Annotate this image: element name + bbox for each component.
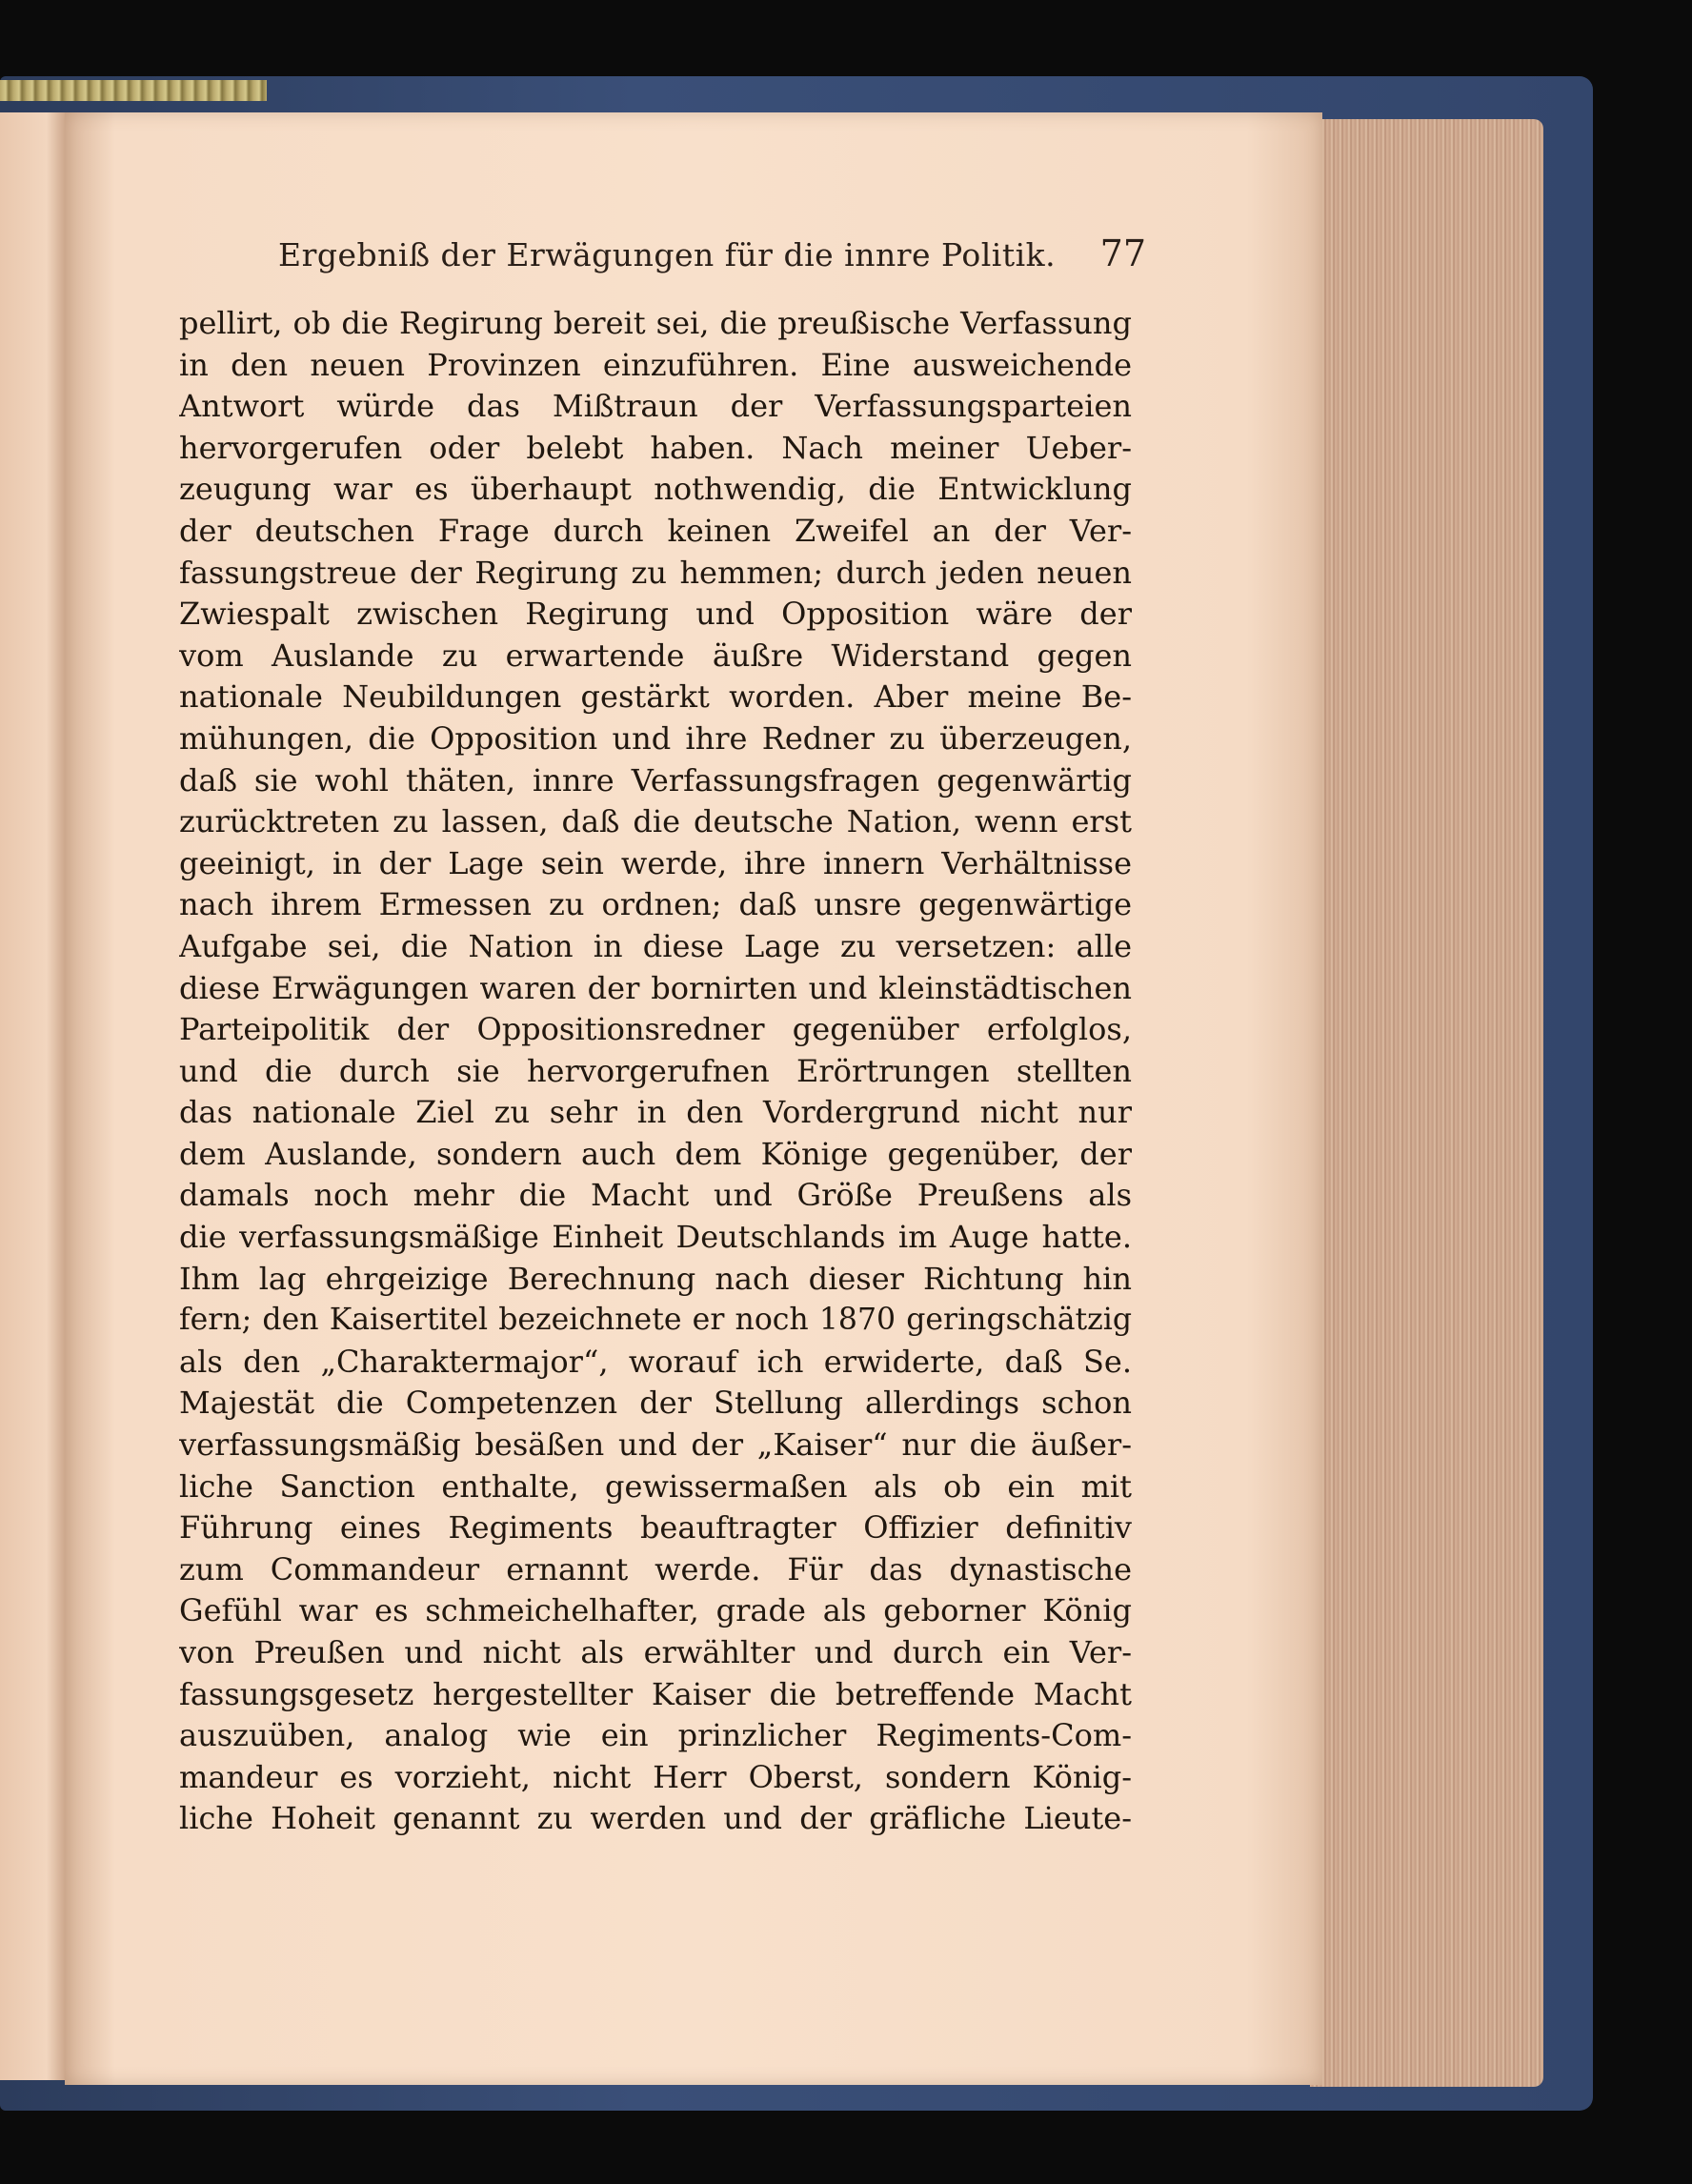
text-line: hervorgerufen oder belebt haben. Nach meiner Ueber- (179, 429, 1132, 466)
text-line: dem Auslande, sondern auch dem Könige gegenüber, der (179, 1135, 1132, 1172)
text-line: fassungstreue der Regirung zu hemmen; durch jeden neuen (179, 554, 1132, 591)
text-line: Antwort würde das Mißtraun der Verfassungsparteien (179, 388, 1132, 425)
page-number: 77 (1099, 233, 1146, 274)
gilt-edge (0, 80, 267, 101)
text-line: Parteipolitik der Oppositionsredner gegenüber erfolglos, (179, 1011, 1132, 1048)
page-stack-edge (1310, 119, 1543, 2087)
text-line: der deutschen Frage durch keinen Zweifel an der Ver- (179, 512, 1132, 549)
text-line: Gefühl war es schmeichelhafter, grade als geborner König (179, 1592, 1132, 1629)
text-line: damals noch mehr die Macht und Größe Preußens als (179, 1177, 1132, 1214)
facing-page-edge (0, 112, 67, 2080)
text-line: liche Hoheit genannt zu werden und der gräfliche Lieute- (179, 1800, 1132, 1837)
text-line: nach ihrem Ermessen zu ordnen; daß unsre gegenwärtige (179, 886, 1132, 923)
text-line: nationale Neubildungen gestärkt worden. Aber meine Be- (179, 678, 1132, 716)
text-line: zurücktreten zu lassen, daß die deutsche Nation, wenn erst (179, 803, 1132, 840)
text-line: daß sie wohl thäten, innre Verfassungsfragen gegenwärtig (179, 761, 1132, 799)
text-line: fassungsgesetz hergestellter Kaiser die betreffende Macht (179, 1675, 1132, 1712)
text-line: die verfassungsmäßige Einheit Deutschlands im Auge hatte. (179, 1219, 1132, 1256)
text-line: diese Erwägungen waren der bornirten und kleinstädtischen (179, 969, 1132, 1006)
text-line: Aufgabe sei, die Nation in diese Lage zu versetzen: alle (179, 927, 1132, 964)
running-header: Ergebniß der Erwägungen für die innre Politik. (278, 236, 1057, 273)
text-line: Majestät die Competenzen der Stellung allerdings schon (179, 1385, 1132, 1422)
text-line: mühungen, die Opposition und ihre Redner zu überzeugen, (179, 719, 1132, 757)
text-line: das nationale Ziel zu sehr in den Vordergrund nicht nur (179, 1094, 1132, 1131)
text-line: vom Auslande zu erwartende äußre Widerstand gegen (179, 637, 1132, 674)
text-line: geeinigt, in der Lage sein werde, ihre innern Verhältnisse (179, 844, 1132, 881)
text-line: pellirt, ob die Regirung bereit sei, die preußische Verfassung (179, 305, 1132, 341)
text-line: und die durch sie hervorgerufnen Erörtrungen stellten (179, 1052, 1132, 1089)
text-line: zum Commandeur ernannt werde. Für das dynastische (179, 1550, 1132, 1587)
body-text (179, 303, 1132, 1894)
text-line: als den „Charaktermajor“, worauf ich erwiderte, daß Se. (179, 1343, 1132, 1380)
text-line: mandeur es vorzieht, nicht Herr Oberst, sondern König- (179, 1758, 1132, 1795)
text-line: zeugung war es überhaupt nothwendig, die Entwicklung (179, 471, 1132, 508)
text-line: in den neuen Provinzen einzuführen. Eine ausweichende (179, 346, 1132, 383)
text-line: Führung eines Regiments beauftragter Offizier definitiv (179, 1509, 1132, 1547)
text-line: Ihm lag ehrgeizige Berechnung nach dieser Richtung hin (179, 1260, 1132, 1297)
text-line: von Preußen und nicht als erwählter und durch ein Ver- (179, 1634, 1132, 1670)
text-line: liche Sanction enthalte, gewissermaßen als ob ein mit (179, 1467, 1132, 1505)
text-line: auszuüben, analog wie ein prinzlicher Regiments-Com- (179, 1717, 1132, 1754)
text-line: verfassungsmäßig besäßen und der „Kaiser“ nur die äußer- (179, 1426, 1132, 1464)
text-line: fern; den Kaisertitel bezeichnete er noch 1870 geringschätzig (179, 1303, 1132, 1338)
text-line: Zwiespalt zwischen Regirung und Opposition wäre der (179, 596, 1132, 633)
